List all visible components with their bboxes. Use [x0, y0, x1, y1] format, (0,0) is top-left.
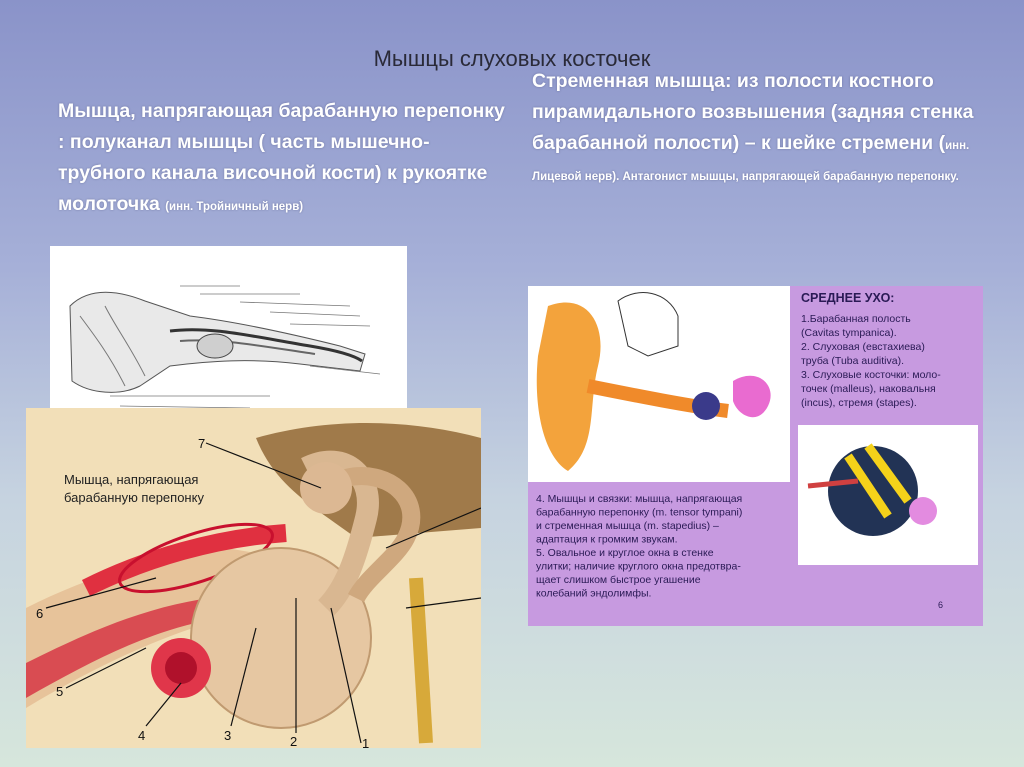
card-item-5-line2: улитки; наличие круглого окна предотвра-	[536, 560, 741, 573]
card-item-1-line2: (Cavitas tympanica).	[801, 327, 897, 339]
card-item-3-line1: 3. Слуховые косточки: моло-	[801, 369, 941, 381]
middle-ear-card	[528, 286, 983, 626]
card-page-number: 6	[938, 600, 944, 610]
card-heading: СРЕДНЕЕ УХО:	[801, 291, 895, 305]
section-number-6: 6	[36, 606, 44, 621]
stapedius-text: Стременная мышца: из полости костного пирамидального возвышения (задняя стенка барабанной полости) – к шейке стремени (	[532, 70, 974, 154]
tensor-tympani-innervation: (инн. Тройничный нерв)	[165, 201, 304, 213]
section-label-line2: барабанную перепонку	[64, 490, 204, 505]
card-item-2-line1: 2. Слуховая (евстахиева)	[801, 341, 925, 353]
section-number-3: 3	[224, 728, 232, 743]
card-item-3-line2: точек (malleus), наковальня	[801, 383, 936, 395]
card-item-4-line3: и стременная мышца (m. stapedius) –	[536, 520, 719, 532]
card-item-5-line4: колебаний эндолимфы.	[536, 587, 652, 600]
middle-ear-section-figure	[26, 408, 481, 748]
card-item-5-line3: щает слишком быстрое угашение	[536, 574, 701, 586]
slide-title: Мышцы слуховых косточек	[373, 46, 651, 71]
section-number-4: 4	[138, 728, 146, 743]
section-number-7: 7	[198, 436, 206, 451]
stapedius-innervation: инн. Лицевой нерв). Антагонист мышцы, напрягающей барабанную перепонку.	[532, 140, 970, 183]
card-item-5-line1: 5. Овальное и круглое окна в стенке	[536, 547, 714, 559]
section-number-5: 5	[56, 684, 64, 699]
card-item-1-line1: 1.Барабанная полость	[801, 313, 911, 325]
middle-ear-card-drawing	[528, 286, 983, 626]
tensor-tympani-description	[58, 96, 508, 220]
tensor-tympani-text: Мышца, напрягающая барабанную перепонку : полуканал мышцы ( часть мышечно-трубного канала височной кости) к рукоятке молоточка	[58, 100, 505, 215]
section-label-line1: Мышца, напрягающая	[64, 472, 199, 487]
section-drawing	[26, 408, 481, 748]
section-number-1: 1	[362, 736, 370, 748]
card-item-2-line2: труба (Tuba auditiva).	[801, 355, 904, 367]
section-number-2: 2	[290, 734, 298, 748]
stapedius-description	[532, 66, 1002, 190]
card-item-4-line1: 4. Мышцы и связки: мышца, напрягающая	[536, 493, 743, 505]
card-item-4-line2: барабанную перепонку (m. tensor tympani)	[536, 506, 743, 519]
card-item-3-line3: (incus), стремя (stapes).	[801, 397, 917, 409]
card-item-4-line4: адаптация к громким звукам.	[536, 533, 678, 546]
